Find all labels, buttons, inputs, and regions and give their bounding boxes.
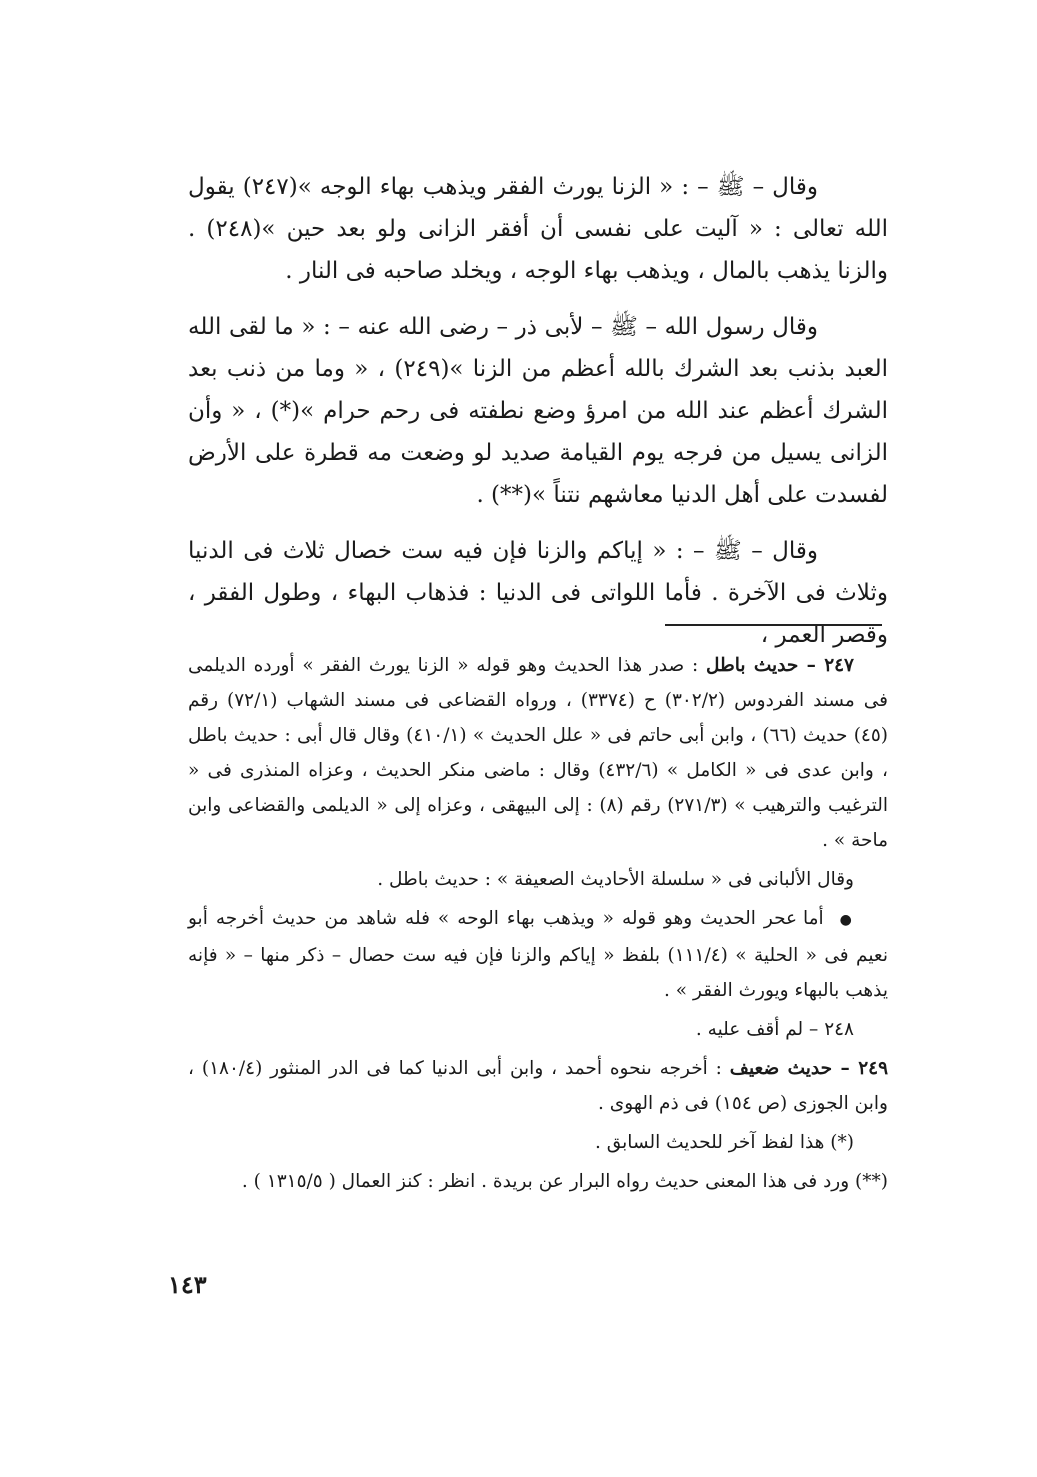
- footnote-247-extra-text: أما عحر الحديث وهو قوله « ويذهب بهاء الوحه » فله شاهد من حديث أخرجه أبو نعيم فى « الحلية » (١١١/٤) بلفظ « إياكم والزنا فإن فيه ست حصال – ذكر منها – « فإنه يذهب بالبهاء ويورث الفقر » .: [188, 908, 888, 1001]
- footnote-249-heading: ٢٤٩ – حديث ضعيف: [729, 1058, 889, 1079]
- footnote-247-albani: وقال الألبانى فى « سلسلة الأحاديث الصعيفة » : حديث باطل .: [377, 869, 854, 890]
- footnote-249: [188, 1051, 888, 1121]
- main-text: [188, 166, 888, 670]
- footnote-247: [188, 648, 888, 858]
- footnote-divider: [665, 624, 882, 626]
- footnote-star-2: (**) ورد فى هذا المعنى حديث رواه البرار عن بريدة . انظر : كنز العمال ( ١٣١٥/٥ ) .: [241, 1171, 888, 1192]
- bullet-icon: ●: [839, 912, 854, 928]
- page-number: ١٤٣: [168, 1270, 207, 1299]
- footnotes: [188, 648, 888, 1203]
- footnote-248: ٢٤٨ – لم أقف عليه .: [695, 1019, 854, 1040]
- footnote-247-heading: ٢٤٧ – حديث باطل: [706, 655, 854, 676]
- footnote-star-1: (*) هذا لفظ آخر للحديث السابق .: [594, 1132, 854, 1153]
- footnote-247-extra: [188, 901, 888, 1008]
- paragraph-3: وقال – ﷺ – : « إياكم والزنا فإن فيه ست خصال ثلاث فى الدنيا وثلاث فى الآخرة . فأما اللواتى فى الدنيا : فذهاب البهاء ، وطول الفقر ، وقصر العمر ،: [188, 538, 888, 648]
- paragraph-2: وقال رسول الله – ﷺ – لأبى ذر – رضى الله عنه – : « ما لقى الله العبد بذنب بعد الشرك بالله أعظم من الزنا »(٢٤٩) ، « وما من ذنب بعد الشرك أعظم عند الله من امرؤ وضع نطفته فى رحم حرام »(*) ، « وأن الزانى يسيل من فرجه يوم القيامة صديد لو وضعت مه قطرة على الأرض لفسدت على أهل الدنيا معاشهم نتناً »(**) .: [188, 314, 889, 508]
- footnote-247-text: : صدر هذا الحديث وهو قوله « الزنا يورث الفقر » أورده الديلمى فى مسند الفردوس (٣٠٢/٢) ح (٣٣٧٤) ، ورواه القضاعى فى مسند الشهاب (٧٢/١) رقم (٤٥) حديث (٦٦) ، وابن أبى حاتم فى « علل الحديث » (٤١٠/١) وقال قال أبى : حديث باطل ، وابن عدى فى « الكامل » (٤٣٢/٦) وقال : ماضى منكر الحديث ، وعزاه المنذرى فى « الترغيب والترهيب » (٢٧١/٣) رقم (٨) : إلى البيهقى ، وعزاه إلى « الديلمى والقضاعى وابن ماحة » .: [188, 655, 888, 851]
- footnote-249-text: : أخرجه ىنحوه أحمد ، وابن أبى الدنيا كما فى الدر المنثور (١٨٠/٤) ، وابن الجوزى (ص ١٥٤) فى ذم الهوى .: [188, 1058, 888, 1114]
- paragraph-1: وقال – ﷺ – : « الزنا يورث الفقر ويذهب بهاء الوجه »(٢٤٧) يقول الله تعالى : « آليت على نفسى أن أفقر الزانى ولو بعد حين »(٢٤٨) . والزنا يذهب بالمال ، ويذهب بهاء الوجه ، ويخلد صاحبه فى النار .: [188, 174, 888, 284]
